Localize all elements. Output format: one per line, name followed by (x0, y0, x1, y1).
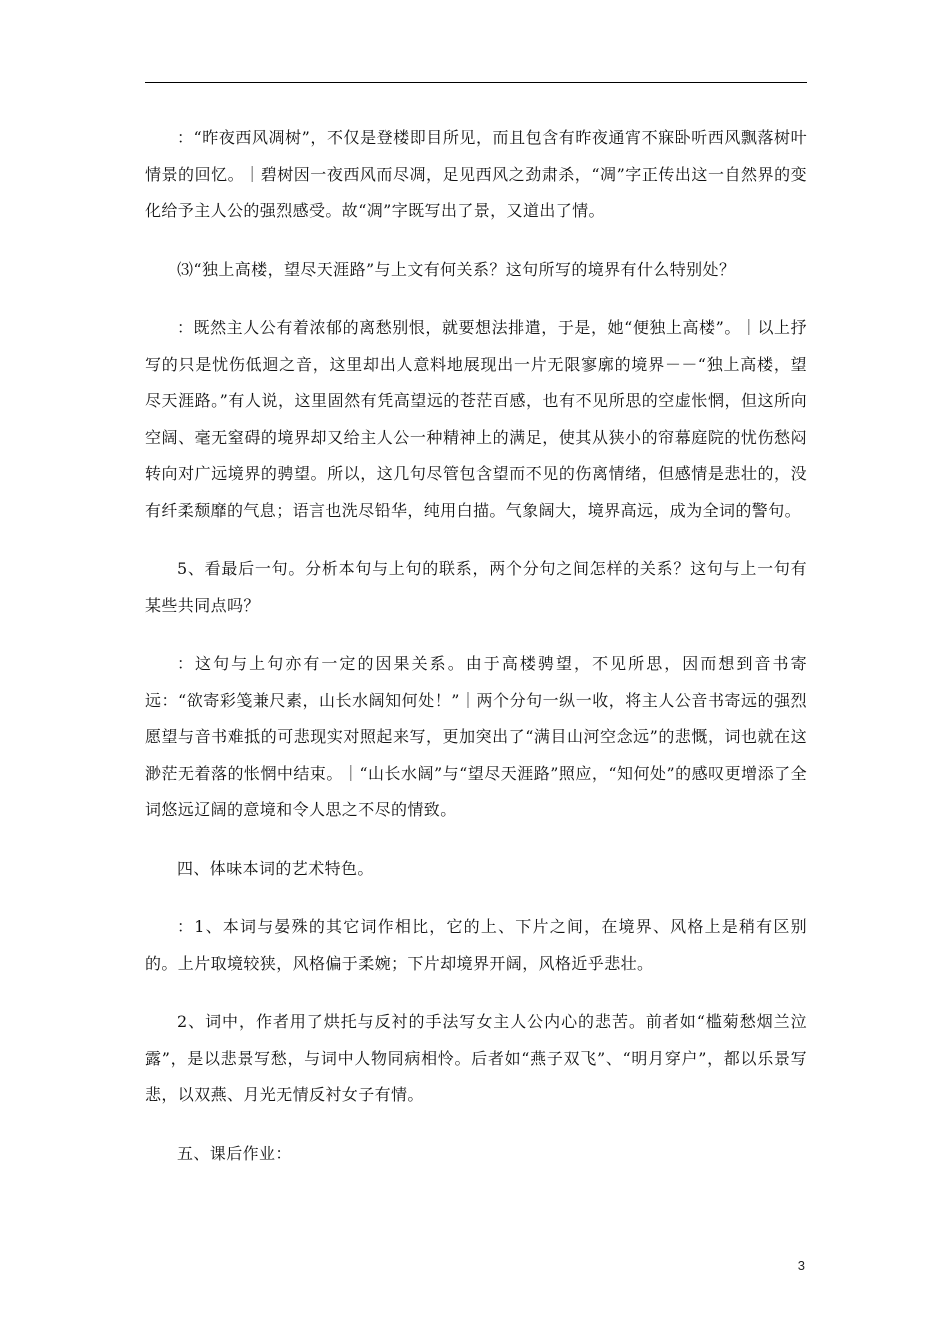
paragraph-art-feature-2: 2、词中，作者用了烘托与反衬的手法写女主人公内心的悲苦。前者如“槛菊愁烟兰泣露”，是以悲景写愁，与词中人物同病相怜。后者如“燕子双飞”、“明月穿户”，都以乐景写悲，以双燕、月光无情反衬女子有情。 (145, 1012, 807, 1104)
question-3: ⑶“独上高楼，望尽天涯路”与上文有何关系？这句所写的境界有什么特别处？ (177, 259, 736, 279)
section-five-heading: 五、课后作业： (177, 1143, 292, 1163)
paragraph-last-line-analysis: ：这句与上句亦有一定的因果关系。由于高楼骋望，不见所思，因而想到音书寄远：“欲寄彩笺兼尺素，山长水阔知何处！”｜两个分句一纵一收，将主人公音书寄远的强烈愿望与音书难抵的可悲现实对照起来写，更加突出了“满目山河空念远”的悲慨，词也就在这渺茫无着落的怅惘中结束。｜“山长水阔”与“望尽天涯路”照应，“知何处”的感叹更增添了全词悠远辽阔的意境和令人思之不尽的情致。 (145, 654, 807, 819)
section-four-heading: 四、体味本词的艺术特色。 (177, 858, 374, 878)
page-number: 3 (797, 1258, 805, 1273)
paragraph-diao-analysis: ：“昨夜西风凋树”，不仅是登楼即目所见，而且包含有昨夜通宵不寐卧听西风飘落树叶情景的回忆。｜碧树因一夜西风而尽凋，足见西风之劲肃杀，“凋”字正传出这一自然界的变化给予主人公的强烈感受。故“凋”字既写出了景，又道出了情。 (145, 128, 807, 220)
header-rule (145, 82, 807, 83)
paragraph-art-feature-1: ：1、本词与晏殊的其它词作相比，它的上、下片之间，在境界、风格上是稍有区别的。上片取境较狭，风格偏于柔婉；下片却境界开阔，风格近乎悲壮。 (145, 917, 807, 973)
document-body (145, 120, 807, 1194)
paragraph-gaolou-analysis: ：既然主人公有着浓郁的离愁别恨，就要想法排遣，于是，她“便独上高楼”。｜以上抒写的只是忧伤低迴之音，这里却出人意料地展现出一片无限寥廓的境界－－“独上高楼，望尽天涯路。”有人说，这里固然有凭高望远的苍茫百感，也有不见所思的空虚怅惘，但这所向空阔、毫无窒碍的境界却又给主人公一种精神上的满足，使其从狭小的帘幕庭院的忧伤愁闷转向对广远境界的骋望。所以，这几句尽管包含望而不见的伤离情绪，但感情是悲壮的，没有纤柔颓靡的气息；语言也洗尽铅华，纯用白描。气象阔大，境界高远，成为全词的警句。 (145, 318, 807, 520)
question-5: 5、看最后一句。分析本句与上句的联系，两个分句之间怎样的关系？这句与上一句有某些共同点吗？ (145, 559, 807, 615)
